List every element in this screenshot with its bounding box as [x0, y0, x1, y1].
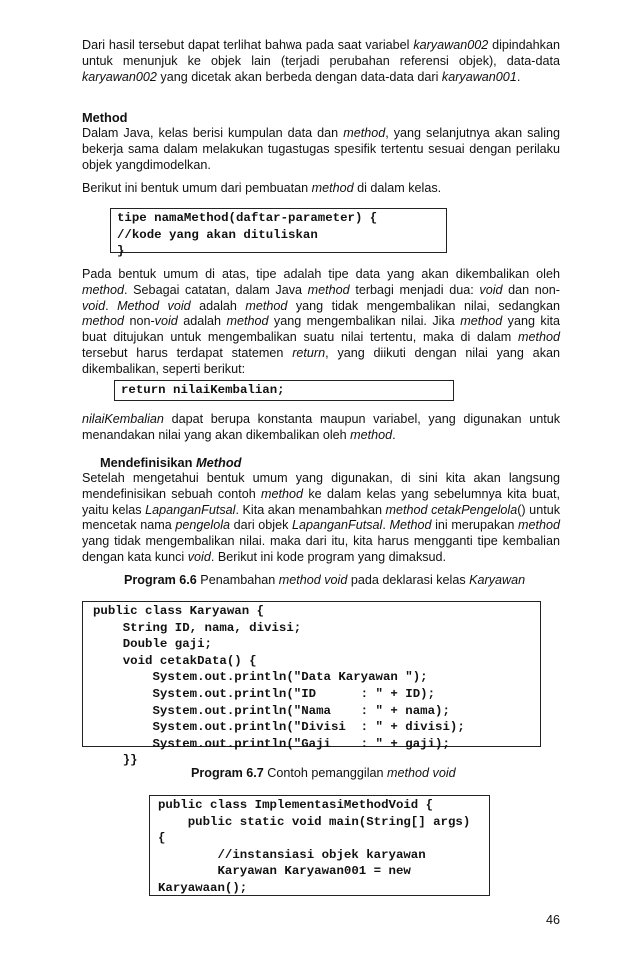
para6-run: ke dalam kelas yang sebelumnya kita buat, yaitu kelas	[82, 486, 560, 517]
para4-run: dan non-	[502, 282, 561, 297]
para6-run: ini merupakan	[431, 518, 518, 533]
code-line: return nilaiKembalian;	[121, 383, 285, 397]
para6-run: yang tidak mengembalikan nilai. maka dari itu, kita harus mengganti tipe kembalian dengan kata kunci	[82, 534, 560, 564]
para4-run: terbagi menjadi dua:	[349, 282, 480, 297]
page-number: 46	[545, 913, 560, 927]
para4-run: method	[307, 282, 350, 297]
paragraph-define-method	[82, 471, 560, 566]
para2-run: , yang selanjutnya akan saling bekerja sama dalam melakukan tugastugas spesifik tertentu sesuai dengan perilaku objek yangdimodelkan.	[82, 126, 561, 172]
para6-run: Setelah mengetahui bentuk umum yang digunakan, di sini kita akan langsung mendefinisikan sebuah contoh	[82, 471, 560, 501]
para6-run: pengelola	[175, 518, 230, 533]
code-line: System.out.println("Divisi : " + divisi);	[93, 720, 465, 735]
paragraph-void-explanation	[82, 267, 560, 378]
para3-run: di dalam kelas.	[353, 181, 442, 195]
para6-run: void	[187, 549, 211, 564]
para6-run: LapanganFutsal	[292, 518, 383, 533]
para4-run: method	[82, 282, 125, 297]
para6-run: method cetakPengelola	[385, 502, 518, 517]
para3-run: Berikut ini bentuk umum dari pembuatan	[82, 181, 312, 195]
para6-run: . Berikut ini kode program yang dimaksud.	[210, 549, 447, 564]
para6-run: method	[517, 518, 560, 533]
para4-run: non-	[124, 314, 155, 329]
para6-run: () untuk mencetak nama	[82, 502, 560, 533]
code-line: }	[117, 244, 125, 259]
code-line: Double gaji;	[93, 637, 212, 652]
para4-run: adalah	[190, 298, 246, 313]
code-block-karyawan-class	[82, 601, 541, 768]
caption2-run: Program 6.7	[191, 766, 264, 780]
code-line: public class ImplementasiMethodVoid {	[158, 798, 434, 812]
code-line: public class Karyawan {	[93, 604, 265, 618]
para4-run: Method void	[117, 298, 191, 313]
code-line	[158, 897, 481, 914]
code-line: public static void main(String[] args)	[158, 814, 471, 829]
caption1-run: method void	[278, 573, 348, 587]
code-line: String ID, nama, divisi;	[93, 620, 302, 635]
para6-run: dari objek	[230, 518, 292, 533]
code-line: //instansiasi objek karyawan	[158, 847, 426, 862]
para6-run: .	[382, 518, 390, 533]
para6-run: . Kita akan menambahkan	[235, 502, 386, 517]
para5-run: method	[350, 427, 393, 442]
code-line: tipe namaMethod(daftar-parameter) {	[117, 211, 378, 225]
para4-run: . Sebagai catatan, dalam Java	[124, 282, 308, 297]
para1-run: karyawan001	[441, 69, 517, 84]
heading-method: Method	[82, 110, 128, 125]
paragraph-method-intro	[82, 126, 560, 173]
subheading-define-method	[100, 455, 242, 470]
para5-run: dapat berupa konstanta maupun variabel, yang digunakan untuk menandakan nilai yang akan dikembalikan oleh	[82, 412, 560, 442]
para4-run: Pada bentuk umum di atas, tipe adalah tipe data yang akan dikembalikan oleh	[82, 267, 560, 281]
para1-run: karyawan002	[413, 38, 489, 52]
para6-run: LapanganFutsal	[145, 502, 236, 517]
subheading-run: Mendefinisikan	[100, 455, 196, 470]
code-line: {	[158, 831, 166, 846]
paragraph-return-value	[82, 412, 560, 444]
para1-run: Dari hasil tersebut dapat terlihat bahwa pada saat variabel	[82, 38, 414, 52]
para5-run: nilaiKembalian	[82, 412, 164, 426]
code-line: System.out.println("Nama : " + nama);	[93, 703, 450, 718]
para1-run: .	[516, 69, 521, 84]
code-line: Karyawaan();	[158, 880, 248, 895]
para6-run: method	[261, 486, 304, 501]
caption1-run: Karyawan	[469, 573, 526, 587]
para6-run: Method	[389, 518, 432, 533]
para2-run: Dalam Java, kelas berisi kumpulan data dan	[82, 126, 344, 140]
paragraph-variable-reference	[82, 38, 560, 85]
para4-run: method	[245, 298, 288, 313]
para4-run: void	[154, 314, 178, 329]
caption1-run: Penambahan	[196, 573, 279, 587]
para5-run: .	[392, 427, 396, 442]
para4-run: tersebut harus terdapat statemen	[82, 345, 293, 360]
code-line: void cetakData() {	[93, 653, 257, 668]
para4-run: method	[82, 314, 125, 329]
subheading-run: Method	[196, 455, 242, 470]
para4-run: yang mengembalikan nilai. Jika	[268, 314, 461, 329]
para4-run: method	[517, 330, 560, 345]
para4-run: yang kita buat ditujukan untuk mengembalikan suatu nilai tertentu, maka di dalam	[82, 314, 560, 345]
caption1-run: pada deklarasi kelas	[347, 573, 470, 587]
caption-program-6-6	[124, 573, 525, 587]
code-line: System.out.println("Gaji : " + gaji);	[93, 736, 450, 751]
code-line: //kode yang akan dituliskan	[117, 227, 318, 242]
caption-program-6-7	[191, 766, 456, 780]
para4-run: method	[226, 314, 269, 329]
code-line: System.out.println("Data Karyawan ");	[93, 670, 428, 685]
para1-run: dipindahkan untuk menunjuk ke objek lain (terjadi perubahan referensi objek), data-data	[82, 38, 560, 68]
code-line: }}	[93, 753, 138, 768]
para4-run: void	[82, 298, 106, 313]
code-block-return	[114, 380, 454, 401]
para1-run: yang dicetak akan berbeda dengan data-data dari	[156, 69, 442, 84]
code-line: Karyawan Karyawan001 = new	[158, 864, 411, 879]
paragraph-general-form	[82, 181, 560, 197]
para2-run: method	[343, 126, 386, 140]
para4-run: yang tidak mengembalikan nilai, sedangkan	[287, 298, 560, 313]
caption1-run: Program 6.6	[124, 573, 197, 587]
code-block-implementasi	[149, 795, 490, 896]
para4-run: .	[105, 298, 118, 313]
code-line: System.out.println("ID : " + ID);	[93, 686, 436, 701]
para4-run: , yang diikuti dengan nilai yang akan dikembalikan, seperti berikut:	[82, 345, 560, 376]
para4-run: method	[460, 314, 503, 329]
para1-run: karyawan002	[82, 69, 157, 84]
para4-run: void	[479, 282, 503, 297]
para4-run: adalah	[177, 314, 227, 329]
code-block-method-syntax	[110, 208, 447, 259]
caption2-run: Contoh pemanggilan	[263, 766, 388, 780]
para3-run: method	[311, 181, 354, 195]
caption2-run: method void	[387, 766, 456, 780]
para4-run: return	[292, 345, 326, 360]
